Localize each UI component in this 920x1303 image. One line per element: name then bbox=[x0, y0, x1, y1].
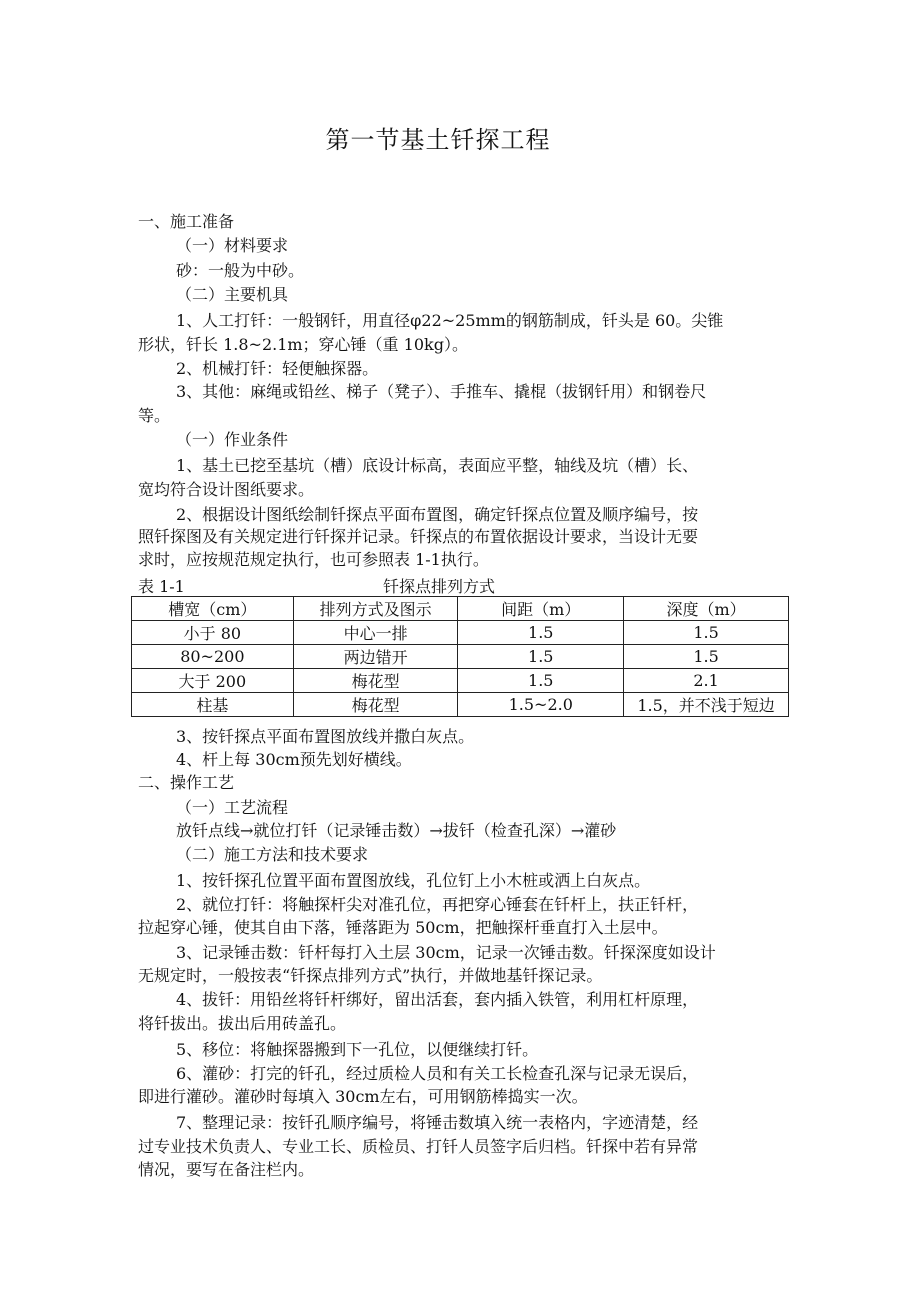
text-line: 2、根据设计图纸绘制钎探点平面布置图，确定钎探点位置及顺序编号，按 bbox=[176, 505, 699, 524]
table-cell: 梅花型 bbox=[293, 669, 458, 693]
text-line: 一、施工准备 bbox=[138, 212, 235, 231]
text-line: （二）施工方法和技术要求 bbox=[176, 845, 369, 864]
table-header-cell: 排列方式及图示 bbox=[293, 597, 458, 621]
table-row bbox=[132, 621, 789, 645]
text-line: 1、按钎探孔位置平面布置图放线，孔位钉上小木桩或洒上白灰点。 bbox=[176, 871, 651, 890]
text-line: 6、灌砂：打完的钎孔，经过质检人员和有关工长检查孔深与记录无误后， bbox=[176, 1064, 699, 1083]
text-line: 4、拔钎：用铅丝将钎杆绑好，留出活套，套内插入铁管，利用杠杆原理， bbox=[176, 990, 699, 1009]
table-cell: 中心一排 bbox=[293, 621, 458, 645]
text-line: 2、机械打钎：轻便触探器。 bbox=[176, 359, 379, 378]
text-line: 等。 bbox=[138, 406, 171, 425]
table-cell: 柱基 bbox=[132, 693, 294, 717]
table-cell: 2.1 bbox=[624, 669, 789, 693]
table-header-cell: 槽宽（cm） bbox=[132, 597, 294, 621]
text-line: 宽均符合设计图纸要求。 bbox=[138, 480, 315, 499]
text-line: 7、整理记录：按钎孔顺序编号，将锤击数填入统一表格内，字迹清楚，经 bbox=[176, 1113, 699, 1132]
table-cell: 1.5 bbox=[458, 669, 624, 693]
text-line: 4、杆上每 30cm预先划好横线。 bbox=[176, 750, 412, 769]
table-row bbox=[132, 693, 789, 717]
text-line: 过专业技术负责人、专业工长、质检员、打钎人员签字后归档。钎探中若有异常 bbox=[138, 1137, 699, 1156]
text-line: 求时，应按规范规定执行，也可参照表 1-1执行。 bbox=[138, 550, 489, 569]
text-line: 无规定时，一般按表“钎探点排列方式”执行，并做地基钎探记录。 bbox=[138, 966, 603, 985]
table-cell: 1.5 bbox=[458, 621, 624, 645]
table-cell: 两边错开 bbox=[293, 645, 458, 669]
text-line: 3、其他：麻绳或铅丝、梯子（凳子）、手推车、撬棍（拔钢钎用）和钢卷尺 bbox=[176, 382, 707, 401]
text-line: （一）工艺流程 bbox=[176, 798, 289, 817]
table-row bbox=[132, 669, 789, 693]
text-line: 将钎拔出。拔出后用砖盖孔。 bbox=[138, 1014, 347, 1033]
text-line: 照钎探图及有关规定进行钎探并记录。钎探点的布置依据设计要求，当设计无要 bbox=[138, 527, 699, 546]
table-cell: 梅花型 bbox=[293, 693, 458, 717]
text-line: 砂：一般为中砂。 bbox=[176, 261, 305, 280]
table-caption-title: 钎探点排列方式 bbox=[383, 577, 496, 596]
page-title: 第一节基土钎探工程 bbox=[325, 126, 551, 154]
table-header-cell: 深度（m） bbox=[624, 597, 789, 621]
table-caption-number: 表 1-1 bbox=[138, 577, 185, 596]
table-header-cell: 间距（m） bbox=[458, 597, 624, 621]
text-line: （一）材料要求 bbox=[176, 236, 289, 255]
text-line: 二、操作工艺 bbox=[138, 773, 235, 792]
text-line: 拉起穿心锤，使其自由下落，锤落距为 50cm，把触探杆垂直打入土层中。 bbox=[138, 918, 668, 937]
table-header-row bbox=[132, 597, 789, 621]
table-row bbox=[132, 645, 789, 669]
drill-layout-table bbox=[131, 596, 789, 717]
text-line: 1、人工打钎：一般钢钎，用直径φ22~25mm的钢筋制成，钎头是 60。尖锥 bbox=[176, 311, 724, 330]
text-line: 形状，钎长 1.8~2.1m；穿心锤（重 10kg）。 bbox=[138, 335, 468, 354]
text-line: 5、移位：将触探器搬到下一孔位，以便继续打钎。 bbox=[176, 1040, 539, 1059]
text-line: 2、就位打钎：将触探杆尖对准孔位，再把穿心锤套在钎杆上，扶正钎杆， bbox=[176, 895, 699, 914]
text-line: 放钎点线→就位打钎（记录锤击数）→拔钎（检查孔深）→灌砂 bbox=[176, 821, 617, 840]
text-line: 3、按钎探点平面布置图放线并撒白灰点。 bbox=[176, 727, 475, 746]
text-line: （二）主要机具 bbox=[176, 285, 289, 304]
table-cell: 小于 80 bbox=[132, 621, 294, 645]
table-cell: 1.5 bbox=[458, 645, 624, 669]
table-cell: 1.5 bbox=[624, 645, 789, 669]
text-line: 1、基土已挖至基坑（槽）底设计标高，表面应平整，轴线及坑（槽）长、 bbox=[176, 456, 699, 475]
table-cell: 1.5 bbox=[624, 621, 789, 645]
table-cell: 80~200 bbox=[132, 645, 294, 669]
table-cell: 大于 200 bbox=[132, 669, 294, 693]
text-line: 3、记录锤击数：钎杆每打入土层 30cm，记录一次锤击数。钎探深度如设计 bbox=[176, 943, 716, 962]
table-cell: 1.5，并不浅于短边 bbox=[624, 693, 789, 717]
table-cell: 1.5~2.0 bbox=[458, 693, 624, 717]
text-line: （一）作业条件 bbox=[176, 430, 289, 449]
text-line: 情况，要写在备注栏内。 bbox=[138, 1160, 315, 1179]
text-line: 即进行灌砂。灌砂时每填入 30cm左右，可用钢筋棒捣实一次。 bbox=[138, 1087, 588, 1106]
